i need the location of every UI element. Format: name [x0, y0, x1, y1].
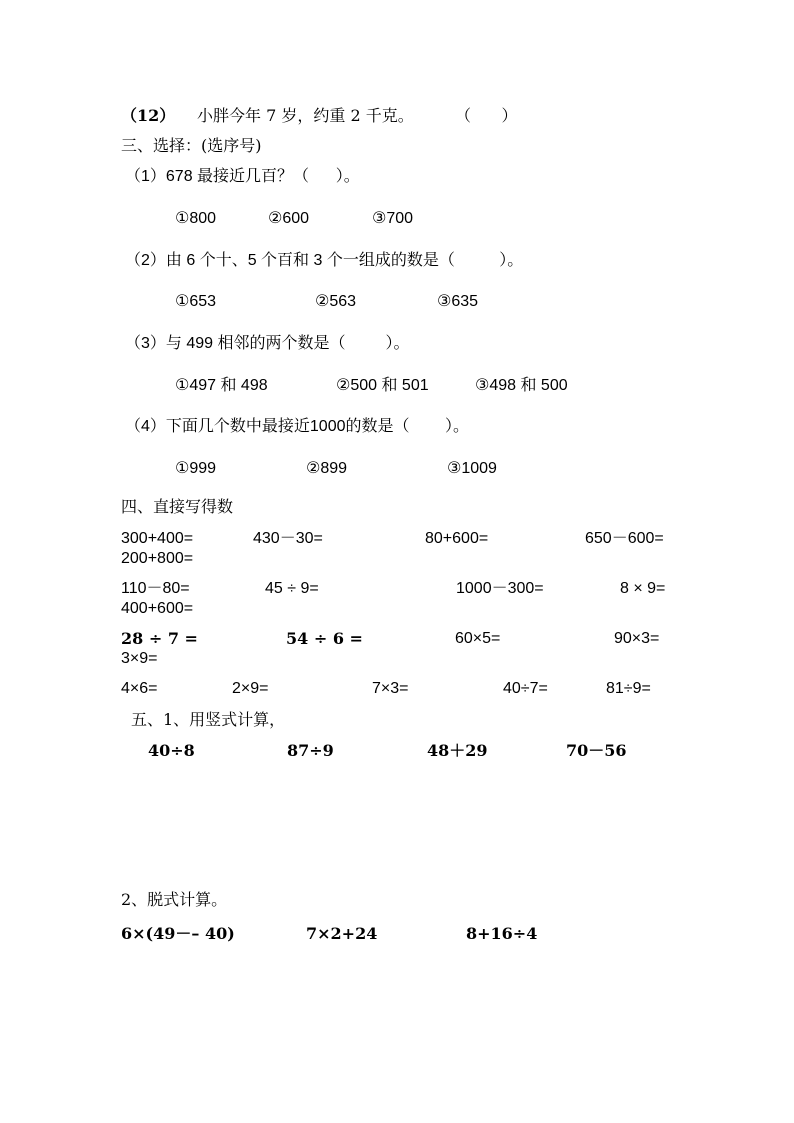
- mental-math-r3-5: 3×9=: [121, 650, 158, 667]
- question-1-option-1: ①800: [175, 210, 217, 227]
- question-4-option-3: ③1009: [447, 460, 497, 477]
- mental-math-r3-3: 60×5=: [455, 630, 501, 647]
- mental-math-r2-2: 45 ÷ 9=: [265, 580, 319, 597]
- vertical-calc-2: 87÷9: [287, 741, 334, 760]
- stepwise-calc-1: 6×(49－– 40): [121, 924, 235, 943]
- mental-math-r2-4: 8 × 9=: [620, 580, 666, 597]
- mental-math-r3-1: 28 ÷ 7 =: [121, 629, 198, 648]
- question-3-option-3: ③498 和 500: [475, 377, 568, 394]
- question-4-option-1: ①999: [175, 460, 217, 477]
- section-5-subtitle: 2、脱式计算。: [121, 890, 228, 909]
- question-1-option-3: ③700: [372, 210, 414, 227]
- mental-math-r2-1: 110－80=: [121, 580, 190, 597]
- mental-math-r1-5: 200+800=: [121, 550, 194, 567]
- vertical-calc-4: 70－56: [566, 741, 627, 760]
- question-1-stem: （1）678 最接近几百？（ ）。: [125, 168, 360, 185]
- mental-math-r4-2: 2×9=: [232, 680, 269, 697]
- mental-math-r2-5: 400+600=: [121, 600, 194, 617]
- stepwise-calc-2: 7×2+24: [306, 924, 378, 943]
- mental-math-r4-3: 7×3=: [372, 680, 409, 697]
- vertical-calc-1: 40÷8: [148, 741, 195, 760]
- question-4-option-2: ②899: [306, 460, 348, 477]
- mental-math-r4-4: 40÷7=: [503, 680, 548, 697]
- item-12-text: 小胖今年 7 岁，约重 2 千克。: [197, 106, 414, 125]
- section-5-title: 五、1、用竖式计算，: [131, 710, 286, 729]
- item-12-number: （12）: [121, 106, 176, 125]
- mental-math-r1-4: 650－600=: [585, 530, 664, 547]
- item-12-answer-blank: （ ）: [455, 106, 518, 125]
- mental-math-r1-2: 430－30=: [253, 530, 323, 547]
- mental-math-r4-1: 4×6=: [121, 680, 158, 697]
- mental-math-r3-4: 90×3=: [614, 630, 660, 647]
- question-4-stem: （4）下面几个数中最接近1000的数是（ ）。: [125, 418, 470, 435]
- question-2-option-3: ③635: [437, 293, 479, 310]
- vertical-calc-3: 48＋29: [427, 741, 488, 760]
- question-3-option-2: ②500 和 501: [336, 377, 429, 394]
- section-4-title: 四、直接写得数: [121, 497, 234, 516]
- question-2-stem: （2）由 6 个十、5 个百和 3 个一组成的数是（ ）。: [125, 252, 524, 269]
- question-1-option-2: ②600: [268, 210, 310, 227]
- mental-math-r2-3: 1000－300=: [456, 580, 544, 597]
- section-3-title: 三、选择：(选序号): [121, 136, 262, 155]
- mental-math-r3-2: 54 ÷ 6 =: [286, 629, 363, 648]
- question-3-stem: （3）与 499 相邻的两个数是（ ）。: [125, 335, 410, 352]
- question-3-option-1: ①497 和 498: [175, 377, 268, 394]
- stepwise-calc-3: 8+16÷4: [466, 924, 538, 943]
- mental-math-r1-1: 300+400=: [121, 530, 194, 547]
- mental-math-r1-3: 80+600=: [425, 530, 489, 547]
- question-2-option-1: ①653: [175, 293, 217, 310]
- mental-math-r4-5: 81÷9=: [606, 680, 651, 697]
- question-2-option-2: ②563: [315, 293, 357, 310]
